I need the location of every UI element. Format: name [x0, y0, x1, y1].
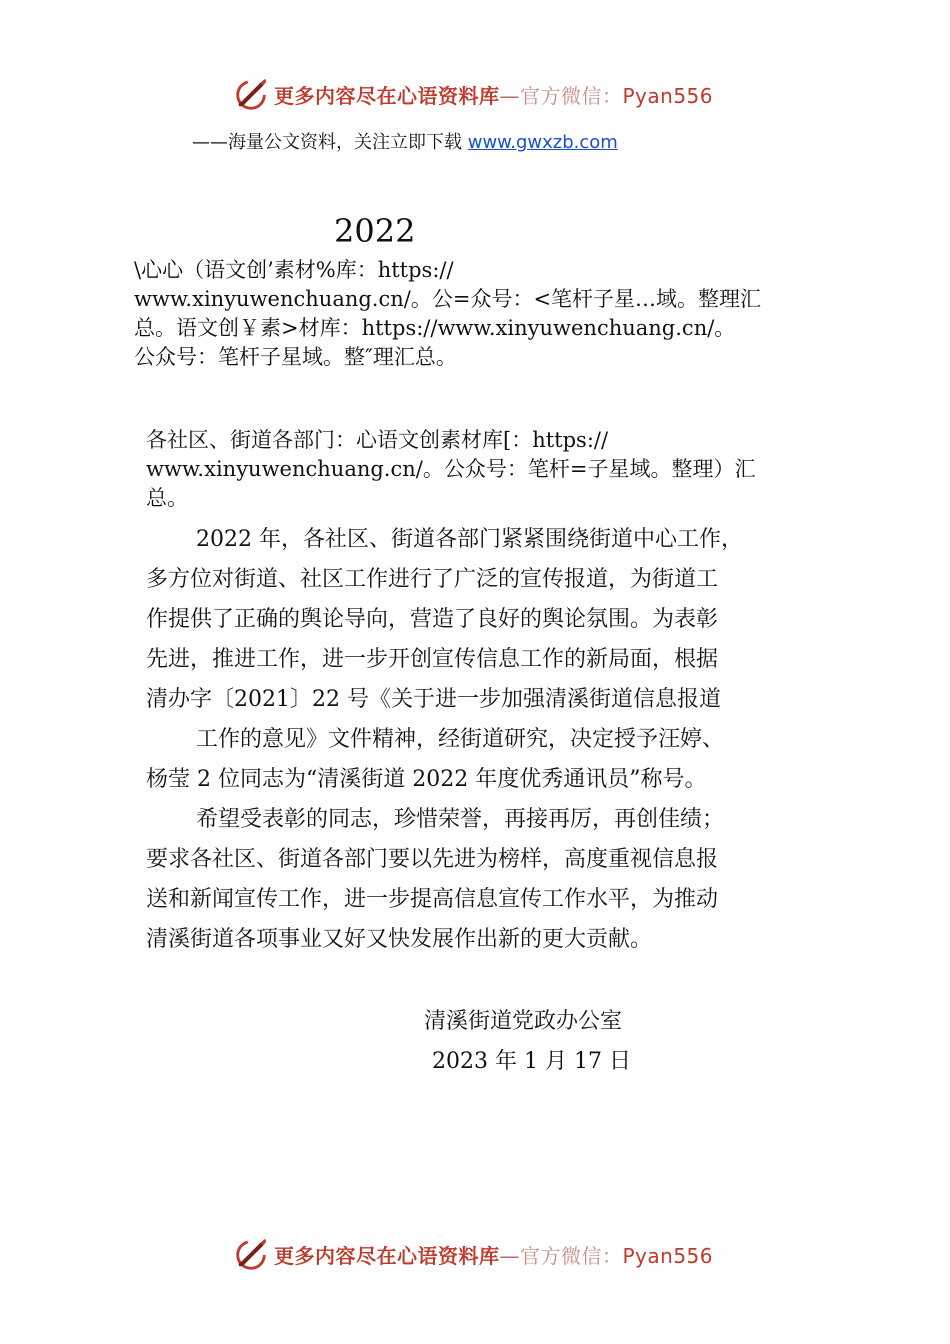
addressee-line: 总。	[146, 486, 188, 510]
pen-swirl-logo-icon	[232, 75, 270, 113]
addressee	[146, 426, 846, 513]
body-line: 多方位对街道、社区工作进行了广泛的宣传报道，为街道工	[146, 567, 719, 592]
banner-weixin-label: 官方微信：	[520, 1243, 623, 1268]
banner-weixin-id: Pyan556	[622, 1243, 714, 1268]
banner-title: 更多内容尽在心语资料库	[274, 83, 500, 108]
watermark-line: 总。语文创￥素>材库：https://www.xinyuwenchuang.cn/。	[134, 316, 736, 340]
signature-block	[424, 1002, 631, 1082]
addressee-line: 各社区、街道各部门：心语文创素材库[：https://	[146, 428, 609, 452]
banner-weixin-label: 官方微信：	[520, 83, 623, 108]
watermark-line: 公众号：笔杆子星域。整″理汇总。	[134, 345, 457, 369]
body-line: 希望受表彰的同志，珍惜荣誉，再接再厉，再创佳绩；	[196, 807, 725, 832]
subheader-text: ——海量公文资料，关注立即下载	[192, 132, 468, 153]
addressee-line: www.xinyuwenchuang.cn/。公众号：笔杆=子星域。整理）汇	[146, 457, 756, 481]
body-line: 清溪街道各项事业又好又快发展作出新的更大贡献。	[146, 927, 653, 952]
body-line: 杨莹 2 位同志为“清溪街道 2022 年度优秀通讯员”称号。	[146, 767, 707, 792]
document-year-title: 2022	[334, 212, 416, 250]
body-line: 清办字〔2021〕22 号《关于进一步加强清溪街道信息报道	[146, 687, 721, 712]
footer-banner	[232, 1232, 713, 1276]
banner-title: 更多内容尽在心语资料库	[274, 1243, 500, 1268]
signature-org: 清溪街道党政办公室	[424, 1009, 623, 1034]
download-link[interactable]: www.gwxzb.com	[467, 132, 618, 153]
banner-dash: —	[499, 1243, 520, 1268]
body-line: 工作的意见》文件精神，经街道研究，决定授予汪婷、	[196, 727, 725, 752]
signature-date: 2023 年 1 月 17 日	[432, 1049, 631, 1074]
watermark-line: \心心（语文创’素材%库：https://	[134, 258, 454, 282]
body-line: 先进，推进工作，进一步开创宣传信息工作的新局面，根据	[146, 647, 719, 672]
header-banner	[232, 72, 713, 116]
banner-weixin-id: Pyan556	[622, 83, 714, 108]
banner-dash: —	[499, 83, 520, 108]
body-line: 作提供了正确的舆论导向，营造了良好的舆论氛围。为表彰	[146, 607, 719, 632]
body-line: 送和新闻宣传工作，进一步提高信息宣传工作水平，为推动	[146, 887, 719, 912]
watermark-line: www.xinyuwenchuang.cn/。公=众号：<笔杆子星…域。整理汇	[134, 287, 762, 311]
body-line: 2022 年，各社区、街道各部门紧紧围绕街道中心工作，	[196, 527, 743, 552]
subheader	[192, 128, 618, 154]
document-body	[146, 520, 836, 960]
pen-swirl-logo-icon	[232, 1235, 270, 1273]
watermark-text-block	[134, 256, 834, 372]
body-line: 要求各社区、街道各部门要以先进为榜样，高度重视信息报	[146, 847, 719, 872]
